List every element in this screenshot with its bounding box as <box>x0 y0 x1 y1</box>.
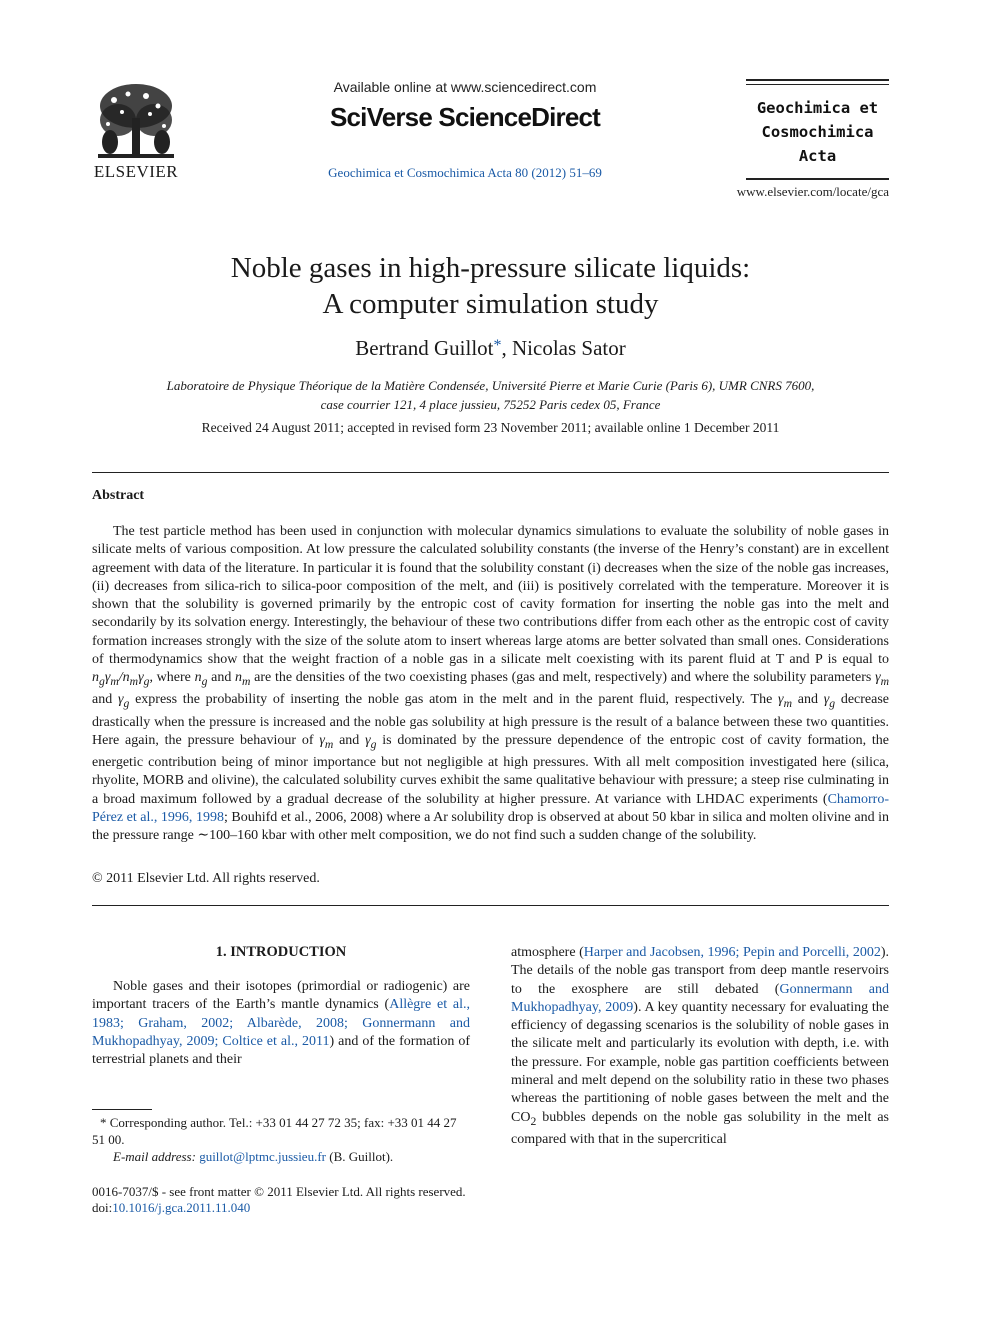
math-gamma: γ <box>365 732 371 748</box>
email-link[interactable]: guillot@lptmc.jussieu.fr <box>199 1149 326 1164</box>
email-label: E-mail address: <box>113 1149 200 1164</box>
abstract-text: The test particle method has been used in conjunction with molecular dynamics simulations to evaluate the solubility of noble gases in silicate melts of various composition. At low pressure the calculated solubility constants (the inverse of the Henry’s constant) are in excellent agreement with data of the literature. In particular it is found that the solubility constant (i) decreases when the size of the noble gas increases, (ii) decreases from silica-rich to silica-poor composition of the melt, and (iii) is positively correlated with the temperature. Moreover it is shown that the solubility is governed primarily by the entropic cost of cavity formation for inserting the noble gas into the melt and secondarily by its solvation energy. Interestingly, the behaviour of these two contributions differ from each other as the entropic cost of cavity formation increases strongly with the size of the solute atom to insert whereas large atoms are better solvated than small ones. Considerations of thermodynamics show that the weight fraction of a noble gas in a silicate melt coexisting with its parent fluid at T and P is equal to <box>92 524 889 668</box>
journal-name-line: Cosmochimica <box>761 123 874 141</box>
math-n: n <box>235 670 243 686</box>
abstract-text: and <box>92 692 118 708</box>
body-text: ). The details of the noble gas transport from deep mantle reservoirs to the exosphere are still debated ( <box>511 945 889 997</box>
email-footnote <box>92 1148 470 1165</box>
abstract-top-rule <box>92 472 889 473</box>
journal-box-bottom-rule <box>746 178 889 180</box>
math-sub: g <box>370 737 377 751</box>
math-n: n <box>92 670 99 686</box>
abstract-text: is dominated by the pressure dependence of the entropic cost of cavity formation, the energetic contribution being of minor importance but not negligible at high pressures. With all melt composition investigated here (silica, rhyolite, MORB and olivine), the calculated solubility curves exhibit the same qualitative behaviour with pressure; a steep rise culminating in a broad maximum followed by a gradual decrease of the solubility at higher pressure. At variance with LHDAC experiments ( <box>92 732 889 807</box>
article-title <box>92 250 889 322</box>
title-line: Noble gases in high-pressure silicate liquids: <box>230 252 751 284</box>
math-sub: m <box>110 675 119 689</box>
abstract-bottom-rule <box>92 905 889 906</box>
abstract-text: are the densities of the two coexisting phases (gas and melt, respectively) and where the solubility parameters <box>250 670 876 686</box>
abstract-text: and <box>792 692 824 708</box>
citation-text: Bouhifd et al., 2006, 2008 <box>231 809 379 825</box>
intro-column-left <box>92 978 470 1069</box>
abstract-text: and <box>207 670 236 686</box>
affiliation <box>92 376 889 414</box>
math-gamma: γ <box>138 670 144 686</box>
abstract-text: decrease drastically when the pressure is increased and the noble gas solubility at high pressure is the result of a balance between these two quantities. Here again, the pressure behaviour of <box>92 692 890 748</box>
title-line: A computer simulation study <box>322 288 659 320</box>
math-sub: m <box>242 675 251 689</box>
section-heading-introduction: 1. INTRODUCTION <box>215 944 347 960</box>
abstract-text: and <box>333 732 366 748</box>
intro-column-right <box>511 944 889 1149</box>
doi-line <box>92 1200 250 1216</box>
email-tail: (B. Guillot). <box>325 1149 394 1164</box>
publisher-name: ELSEVIER <box>93 162 179 181</box>
math-n: /n <box>118 670 130 686</box>
abstract-heading: Abstract <box>92 488 145 503</box>
abstract-text: , where <box>149 670 195 686</box>
citation-link[interactable]: Harper and Jacobsen, 1996; Pepin and Porcelli, 2002 <box>583 945 881 960</box>
journal-reference-link[interactable]: Geochimica et Cosmochimica Acta 80 (2012) 51–69 <box>328 165 602 180</box>
abstract-copyright: © 2011 Elsevier Ltd. All rights reserved. <box>92 871 320 886</box>
body-text: bubbles depends on the noble gas solubility in the melt as compared with that in the supercritical <box>511 1109 889 1147</box>
body-text: ). A key quantity necessary for evaluating the efficiency of degassing scenarios is the solubility of noble gases in the silicate melt and particularly its evolution with depth, i.e. with the pressure. For example, noble gas partition coefficients between mineral and melt depend on the solubility ratio in these two phases whereas the partitioning of noble gases between the melt and the CO <box>511 999 890 1125</box>
body-text: Noble gases and their isotopes (primordial or radiogenic) are important tracers of the Earth’s mantle dynamics ( <box>92 979 470 1013</box>
issn-line: 0016-7037/$ - see front matter © 2011 Elsevier Ltd. All rights reserved. <box>92 1184 466 1199</box>
abstract-text: ) where a Ar solubility drop is observed at about 50 kbar in silica and molten olivine and in the pressure range ∼100–160 kbar with other melt composition, we do not find such a sudden change of the solubility. <box>92 809 890 844</box>
abstract-body <box>92 523 889 845</box>
available-online-text: Available online at www.sciencedirect.com <box>333 79 597 95</box>
elsevier-logo <box>88 80 184 184</box>
doi-link[interactable]: 10.1016/j.gca.2011.11.040 <box>112 1200 251 1215</box>
math-sub: m <box>783 697 792 711</box>
abstract-text: ; <box>223 809 232 825</box>
journal-url-link[interactable]: www.elsevier.com/locate/gca <box>736 184 889 199</box>
footnote-rule <box>92 1109 152 1110</box>
citation-link[interactable]: Chamorro-Pérez et al., 1996, 1998 <box>92 791 889 825</box>
math-gamma: γ <box>117 692 124 708</box>
corresponding-author-footnote: * Corresponding author. Tel.: +33 01 44 27 72 35; fax: +33 01 44 27 51 00. <box>92 1115 457 1147</box>
journal-name-line: Acta <box>798 147 837 165</box>
math-sub: g <box>123 697 130 711</box>
math-gamma: γ <box>823 692 830 708</box>
body-text: ) and of the formation of terrestrial planets and their <box>92 1033 470 1068</box>
math-sub: g <box>829 697 836 711</box>
math-sub: g <box>99 675 105 689</box>
sciencedirect-brand[interactable]: SciVerse ScienceDirect <box>329 102 601 132</box>
citation-link[interactable]: Gonnermann and Mukhopadhyay, 2009 <box>511 981 889 1015</box>
math-gamma: γ <box>319 732 325 748</box>
subscript: 2 <box>530 1114 537 1128</box>
abstract-text: express the probability of inserting the noble gas atom in the melt and in the parent fluid, respectively. The <box>129 692 779 708</box>
journal-name-block <box>746 96 889 168</box>
citation-link[interactable]: Allègre et al., 1983; Graham, 2002; Albarède, 2008; Gonnermann and Mukhopadhyay, 2009; Coltice et al., 2011 <box>92 997 470 1049</box>
doi-label: doi: <box>92 1200 113 1215</box>
math-sub: m <box>129 675 139 689</box>
affiliation-line: case courrier 121, 4 place jussieu, 75252 Paris cedex 05, France <box>320 397 661 412</box>
author-name: Bertrand Guillot <box>355 336 494 360</box>
body-text: atmosphere ( <box>511 945 584 960</box>
author-separator: , <box>501 336 512 360</box>
math-gamma: γ <box>104 670 111 686</box>
author-list <box>92 336 889 361</box>
journal-box-top-rule-thin <box>746 84 889 85</box>
corresponding-author-marker[interactable]: * <box>493 337 502 354</box>
journal-box-top-rule <box>746 79 889 81</box>
received-dates: Received 24 August 2011; accepted in revised form 23 November 2011; available online 1 December 2011 <box>201 420 780 435</box>
math-sub: m <box>324 737 334 751</box>
math-sub: g <box>143 675 150 689</box>
math-sub: g <box>201 675 208 689</box>
author-name: Nicolas Sator <box>512 336 626 360</box>
math-n: n <box>194 670 202 686</box>
affiliation-line: Laboratoire de Physique Théorique de la Matière Condensée, Université Pierre et Marie Curie (Paris 6), UMR CNRS 7600, <box>166 378 815 393</box>
math-sub: m <box>880 675 890 689</box>
journal-name-line: Geochimica et <box>756 99 879 117</box>
math-gamma: γ <box>778 692 784 708</box>
math-gamma: γ <box>875 670 881 686</box>
